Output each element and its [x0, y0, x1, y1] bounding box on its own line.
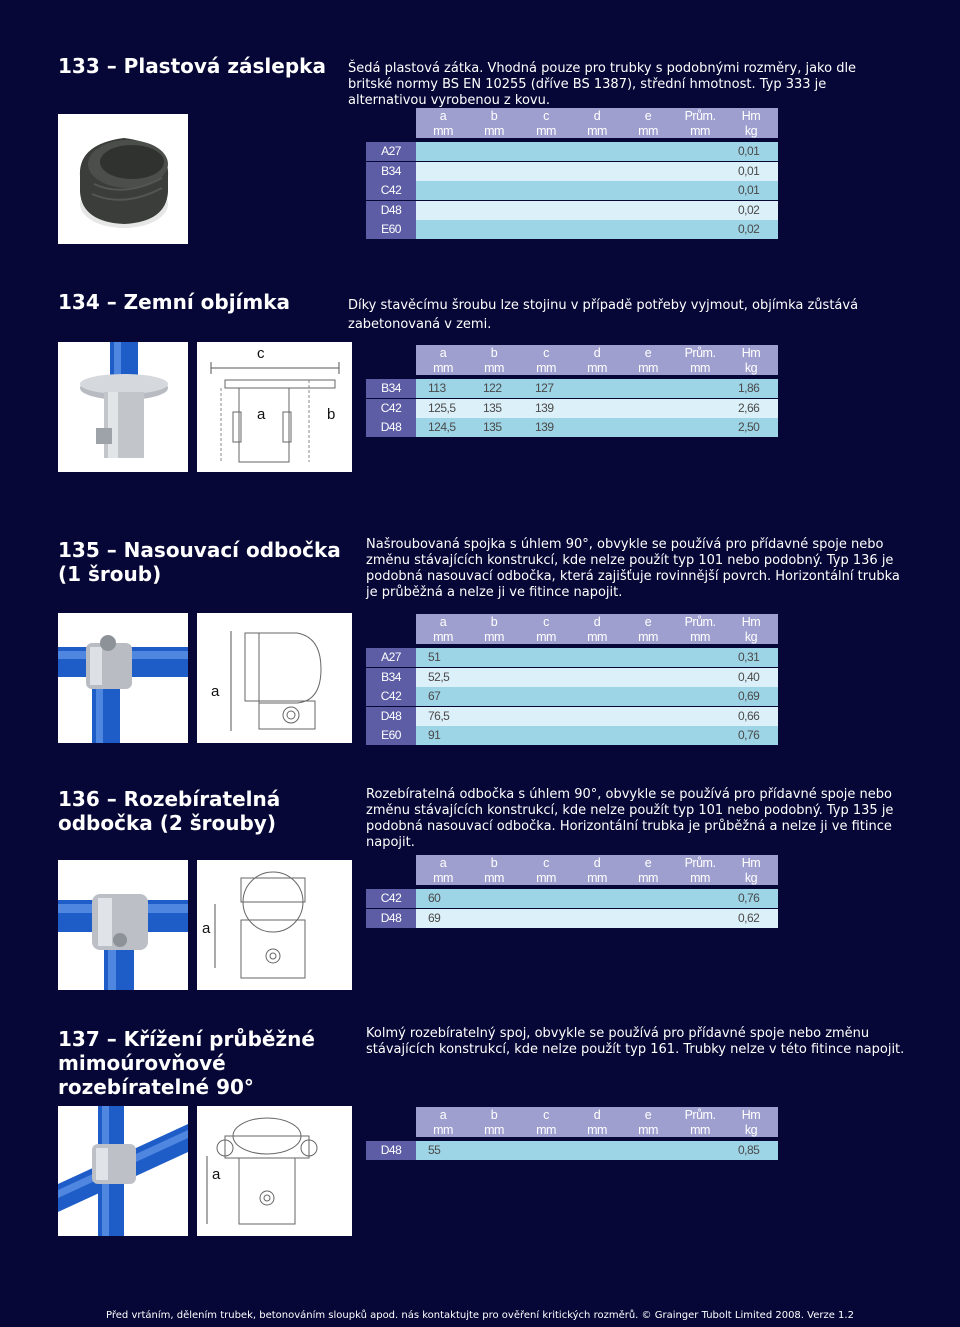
cell-a: 67 — [428, 689, 441, 704]
column-name: a — [439, 615, 447, 629]
hinged-tee-photo — [58, 860, 188, 990]
footer-note: Před vrtáním, dělením trubek, betonováním sloupků apod. nás kontaktujte pro ověření kritických rozměrů. © Grainger Tubolt Limited 2008. Verze 1.2 — [106, 1310, 854, 1321]
section-135-title: 135 – Nasouvací odbočka (1 šroub) — [58, 538, 341, 586]
plastic-cap-photo — [58, 114, 188, 244]
column-name: e — [644, 346, 652, 360]
cell-a: 55 — [428, 1143, 441, 1157]
table-row — [366, 181, 778, 200]
row-code: C42 — [366, 889, 416, 908]
cell-hm: 1,86 — [738, 381, 760, 395]
cell-a: 60 — [428, 891, 441, 905]
spec-table-135 — [366, 614, 778, 747]
hinged-tee-diagram — [197, 860, 352, 990]
diagram-label-c: c — [257, 345, 265, 362]
column-header — [464, 346, 524, 376]
column-unit: kg — [744, 1123, 758, 1137]
column-name: e — [644, 615, 652, 629]
cell-a: 52,5 — [428, 669, 450, 684]
cell-c: 139 — [535, 400, 554, 415]
diagram-label-a: a — [212, 1166, 221, 1183]
row-code: D48 — [366, 909, 416, 928]
row-code: B34 — [366, 668, 416, 687]
column-name: Prům. — [684, 346, 716, 360]
table-row — [366, 668, 778, 687]
column-unit: mm — [638, 1123, 658, 1137]
column-name: Prům. — [684, 615, 716, 629]
column-unit: mm — [433, 1123, 453, 1137]
section-136-title: 136 – Rozebíratelná odbočka (2 šrouby) — [58, 787, 281, 835]
slip-on-tee-diagram — [197, 613, 352, 743]
column-name: Hm — [741, 856, 761, 870]
cell-hm: 2,66 — [738, 400, 760, 415]
column-unit: mm — [690, 871, 710, 885]
diagram-label-a: a — [211, 683, 220, 700]
cell-hm: 0,01 — [738, 163, 760, 178]
column-unit: mm — [536, 124, 556, 138]
row-fill — [416, 142, 778, 161]
cell-a: 76,5 — [428, 708, 450, 723]
diagram-label-b: b — [327, 406, 336, 423]
column-unit: mm — [638, 630, 658, 644]
column-header — [464, 109, 524, 139]
table-row — [366, 399, 778, 418]
row-code: B34 — [366, 379, 416, 398]
column-name: Prům. — [684, 856, 716, 870]
column-unit: mm — [536, 871, 556, 885]
column-unit: mm — [536, 630, 556, 644]
section-133-description: Šedá plastová zátka. Vhodná pouze pro trubky s podobnými rozměry, jako dle britské normy BS EN 10255 (dříve BS 1387), střední hmotnost. Typ 333 je alternativou vyrobenou z kovu. — [348, 61, 857, 108]
column-unit: mm — [433, 124, 453, 138]
cell-hm: 0,76 — [738, 728, 760, 743]
table-row — [366, 648, 778, 667]
column-unit: kg — [744, 871, 758, 885]
column-name: e — [644, 1108, 652, 1122]
column-name: d — [593, 346, 601, 360]
column-unit: mm — [587, 871, 607, 885]
cell-b: 135 — [483, 420, 502, 435]
column-header — [464, 856, 524, 886]
section-134-title: 134 – Zemní objímka — [58, 290, 291, 314]
column-unit: mm — [638, 124, 658, 138]
table-row — [366, 418, 778, 437]
column-name: d — [593, 109, 601, 123]
row-code: A27 — [366, 142, 416, 161]
row-code: E60 — [366, 220, 416, 239]
cell-a: 124,5 — [428, 420, 456, 435]
cell-c: 127 — [535, 381, 554, 395]
cell-a: 91 — [428, 728, 441, 743]
row-code: D48 — [366, 707, 416, 726]
column-unit: mm — [484, 630, 504, 644]
column-unit: kg — [744, 630, 758, 644]
cell-hm: 0,01 — [738, 183, 760, 198]
cell-hm: 0,76 — [738, 891, 760, 905]
column-unit: mm — [587, 124, 607, 138]
section-134-description: Díky stavěcímu šroubu lze stojinu v případě potřeby vyjmout, objímka zůstává zabetonovaná v zemi. — [348, 298, 859, 332]
row-fill — [416, 648, 778, 667]
row-fill — [416, 181, 778, 200]
column-unit: mm — [690, 1123, 710, 1137]
column-name: Hm — [741, 615, 761, 629]
column-header — [721, 1108, 781, 1138]
column-name: c — [543, 615, 549, 629]
diagram-label-a: a — [257, 406, 266, 423]
cell-a: 125,5 — [428, 400, 456, 415]
table-row — [366, 142, 778, 161]
column-name: a — [439, 856, 447, 870]
row-fill — [416, 399, 778, 418]
row-code: C42 — [366, 181, 416, 200]
column-unit: mm — [690, 361, 710, 375]
cell-a: 113 — [428, 381, 446, 395]
cell-hm: 0,62 — [738, 910, 760, 925]
table-row — [366, 726, 778, 745]
column-unit: mm — [587, 630, 607, 644]
row-code: D48 — [366, 418, 416, 437]
cell-hm: 0,01 — [738, 144, 760, 158]
row-fill — [416, 889, 778, 908]
row-code: D48 — [366, 201, 416, 220]
column-header — [721, 109, 781, 139]
row-code: C42 — [366, 399, 416, 418]
column-name: e — [644, 856, 652, 870]
column-unit: mm — [587, 361, 607, 375]
column-header — [618, 615, 678, 645]
table-row — [366, 220, 778, 239]
spec-table-137 — [366, 1107, 778, 1161]
column-name: d — [593, 856, 601, 870]
column-unit: mm — [484, 361, 504, 375]
column-name: b — [490, 1108, 498, 1122]
column-unit: mm — [433, 871, 453, 885]
column-name: a — [439, 1108, 447, 1122]
column-unit: mm — [484, 1123, 504, 1137]
row-fill — [416, 418, 778, 437]
row-code: C42 — [366, 687, 416, 706]
column-name: b — [490, 615, 498, 629]
cell-b: 135 — [483, 400, 502, 415]
spec-table-136 — [366, 855, 778, 934]
row-fill — [416, 379, 778, 398]
column-name: b — [490, 346, 498, 360]
column-name: d — [593, 1108, 601, 1122]
section-135-description: Našroubovaná spojka s úhlem 90°, obvykle se používá pro přídavné spoje nebo změnu stávajících konstrukcí, kde nelze použít typ 101 nebo podobný. Typ 136 je podobná nasouvací odbočka, která zajišťuje rovinnější povrch. Horizontální trubka je průběžná a nelze ji ve fitince napojit. — [366, 537, 900, 600]
column-name: Hm — [741, 109, 761, 123]
row-code: B34 — [366, 162, 416, 181]
column-unit: mm — [638, 361, 658, 375]
column-header — [721, 615, 781, 645]
diagram-label-a: a — [202, 920, 211, 937]
cell-hm: 0,40 — [738, 669, 760, 684]
row-code: A27 — [366, 648, 416, 667]
section-136-description: Rozebíratelná odbočka s úhlem 90°, obvykle se používá pro přídavné spoje nebo změnu stávajících konstrukcí, kde nelze použít typ 101 nebo podobný. Typ 135 je podobná nasouvací odbočka. Horizontální trubka je průběžná a nelze ji ve fitince napojit. — [366, 787, 894, 850]
cell-hm: 0,02 — [738, 202, 760, 217]
column-name: d — [593, 615, 601, 629]
spec-table-133 — [366, 108, 778, 241]
column-unit: mm — [484, 124, 504, 138]
slip-on-tee-photo — [58, 613, 188, 743]
column-unit: mm — [690, 630, 710, 644]
section-137-title: 137 – Křížení průběžné mimoúrovňové rozebíratelné 90° — [58, 1027, 315, 1099]
table-row — [366, 1141, 778, 1160]
ground-socket-diagram — [197, 342, 352, 472]
column-unit: mm — [536, 361, 556, 375]
row-fill — [416, 687, 778, 706]
column-unit: mm — [433, 630, 453, 644]
cell-a: 51 — [428, 650, 441, 664]
cell-a: 69 — [428, 910, 441, 925]
column-header — [618, 346, 678, 376]
column-name: c — [543, 1108, 549, 1122]
table-row — [366, 909, 778, 928]
column-header — [618, 109, 678, 139]
row-fill — [416, 668, 778, 687]
column-header — [618, 1108, 678, 1138]
section-137-description: Kolmý rozebíratelný spoj, obvykle se používá pro přídavné spoje nebo změnu stávajících konstrukcí, kde nelze použít typ 161. Trubky nelze v této fitince napojit. — [366, 1026, 905, 1057]
row-fill — [416, 909, 778, 928]
row-fill — [416, 162, 778, 181]
table-row — [366, 687, 778, 706]
cell-hm: 0,02 — [738, 222, 760, 237]
section-133-title: 133 – Plastová záslepka — [58, 54, 326, 78]
row-fill — [416, 726, 778, 745]
row-code: E60 — [366, 726, 416, 745]
column-name: c — [543, 109, 549, 123]
column-header — [464, 615, 524, 645]
crossover-clamp-diagram — [197, 1106, 352, 1236]
column-unit: kg — [744, 361, 758, 375]
column-name: Hm — [741, 1108, 761, 1122]
cell-c: 139 — [535, 420, 554, 435]
cell-hm: 0,66 — [738, 708, 760, 723]
column-name: b — [490, 109, 498, 123]
column-name: a — [439, 346, 447, 360]
column-name: Prům. — [684, 109, 716, 123]
row-code: D48 — [366, 1141, 416, 1160]
table-row — [366, 162, 778, 181]
ground-socket-photo — [58, 342, 188, 472]
column-header — [721, 346, 781, 376]
table-row — [366, 379, 778, 398]
column-name: c — [543, 856, 549, 870]
column-header — [618, 856, 678, 886]
column-header — [721, 856, 781, 886]
column-name: c — [543, 346, 549, 360]
column-name: e — [644, 109, 652, 123]
row-fill — [416, 201, 778, 220]
column-unit: mm — [690, 124, 710, 138]
crossover-clamp-photo — [58, 1106, 188, 1236]
table-row — [366, 707, 778, 726]
column-name: b — [490, 856, 498, 870]
cell-hm: 0,85 — [738, 1143, 760, 1157]
column-name: a — [439, 109, 447, 123]
column-unit: kg — [744, 124, 758, 138]
column-name: Hm — [741, 346, 761, 360]
cell-hm: 0,69 — [738, 689, 760, 704]
table-row — [366, 201, 778, 220]
column-unit: mm — [587, 1123, 607, 1137]
spec-table-134 — [366, 345, 778, 437]
column-name: Prům. — [684, 1108, 716, 1122]
column-unit: mm — [433, 361, 453, 375]
row-fill — [416, 707, 778, 726]
column-unit: mm — [536, 1123, 556, 1137]
column-unit: mm — [484, 871, 504, 885]
column-header — [464, 1108, 524, 1138]
column-unit: mm — [638, 871, 658, 885]
row-fill — [416, 1141, 778, 1160]
table-row — [366, 889, 778, 908]
cell-hm: 0,31 — [738, 650, 760, 664]
cell-hm: 2,50 — [738, 420, 760, 435]
cell-b: 122 — [483, 381, 502, 395]
row-fill — [416, 220, 778, 239]
